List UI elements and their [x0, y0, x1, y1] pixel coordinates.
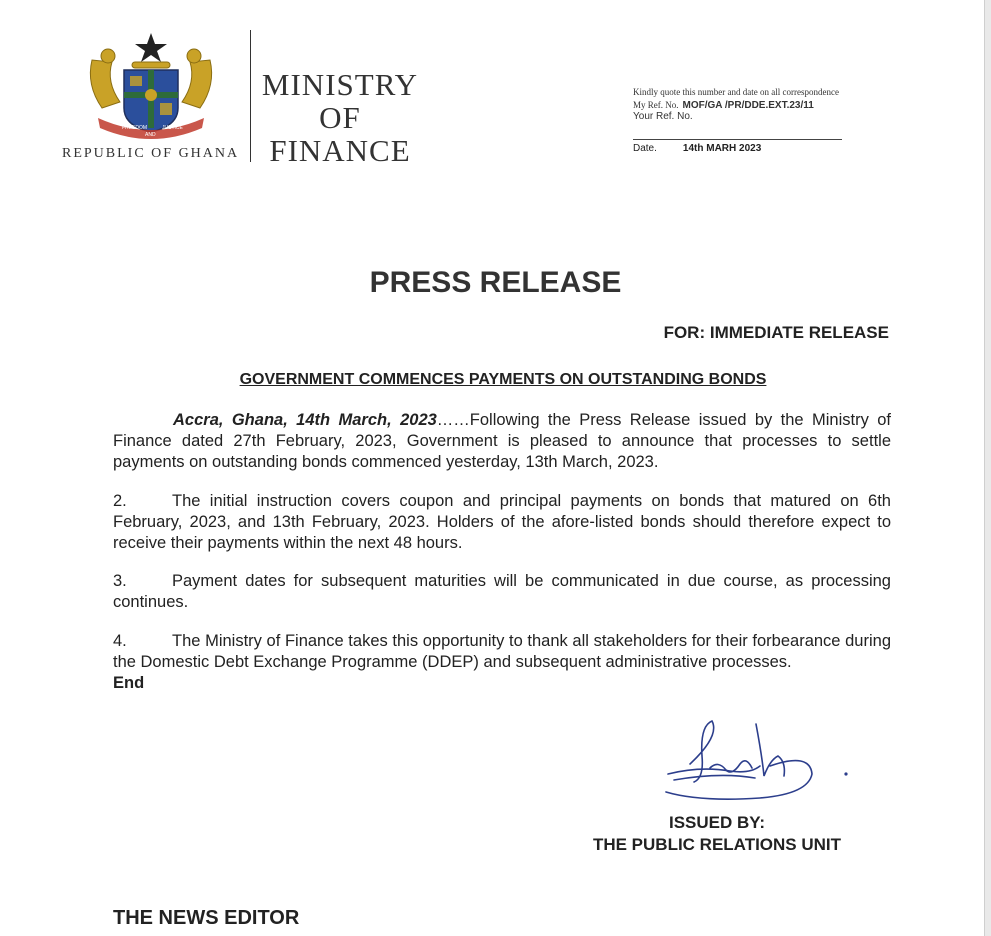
paragraph-2-number: 2. [113, 492, 127, 510]
your-ref-label: Your Ref. No. [633, 111, 693, 122]
your-ref-row [633, 111, 883, 122]
recipient: THE NEWS EDITOR [113, 907, 300, 929]
page-title: PRESS RELEASE [369, 266, 622, 299]
dateline: Accra, Ghana, 14th March, 2023 [173, 411, 437, 429]
paragraph-1-text: Following the Press Release issued by the Ministry of Finance dated 27th February, 2023, Government is pleased to announce that processes to settle payments on outstanding bonds commenced yesterday, 13th March, 2023. [113, 411, 891, 471]
paragraph-4 [113, 631, 891, 694]
paragraph-1 [113, 410, 891, 473]
page-edge [984, 0, 991, 936]
motto-middle: AND [145, 132, 156, 138]
paragraph-3 [113, 571, 891, 613]
ministry-line-2: OF [319, 100, 361, 135]
issuer-block [576, 812, 858, 856]
signature-icon [660, 716, 860, 806]
ministry-name [260, 68, 420, 167]
paragraph-4-text: The Ministry of Finance takes this opportunity to thank all stakeholders for their forbearance during the Domestic Debt Exchange Programme (DDEP) and subsequent administrative processes. [113, 632, 891, 671]
my-ref-row [633, 100, 883, 111]
dateline-dots: …… [436, 411, 470, 429]
kindly-quote-note: Kindly quote this number and date on all correspondence [633, 87, 839, 97]
release-note: FOR: IMMEDIATE RELEASE [663, 323, 889, 342]
end-marker: End [113, 674, 145, 692]
headline: GOVERNMENT COMMENCES PAYMENTS ON OUTSTANDING BONDS [239, 371, 767, 388]
reference-rule [633, 139, 842, 140]
date-label: Date. [633, 143, 657, 154]
reference-block [633, 87, 883, 122]
date-value: 14th MARH 2023 [682, 143, 762, 154]
ministry-line-1: MINISTRY [261, 67, 419, 102]
paragraph-4-number: 4. [113, 632, 127, 650]
paragraph-2-text: The initial instruction covers coupon and principal payments on bonds that matured on 6th February, 2023, and 13th February, 2023. Holders of the afore-listed bonds should therefore expect to receive their payments within the next 48 hours. [113, 492, 891, 552]
republic-label: REPUBLIC OF GHANA [62, 146, 240, 161]
date-row [633, 143, 761, 154]
paragraph-2 [113, 491, 891, 554]
my-ref-value: MOF/GA /PR/DDE.EXT.23/11 [682, 100, 814, 111]
issuing-unit: THE PUBLIC RELATIONS UNIT [592, 835, 842, 854]
paragraph-3-number: 3. [113, 572, 127, 590]
issued-by-label: ISSUED BY: [668, 813, 766, 832]
letterhead-divider [250, 30, 251, 162]
paragraph-3-text: Payment dates for subsequent maturities will be communicated in due course, as processing continues. [113, 572, 891, 611]
ghana-coat-of-arms-icon [84, 30, 218, 142]
motto-right: JUSTICE [162, 125, 183, 131]
ministry-line-3: FINANCE [269, 133, 411, 168]
my-ref-label: My Ref. No. [633, 100, 679, 110]
motto-left: FREEDOM [122, 125, 147, 131]
